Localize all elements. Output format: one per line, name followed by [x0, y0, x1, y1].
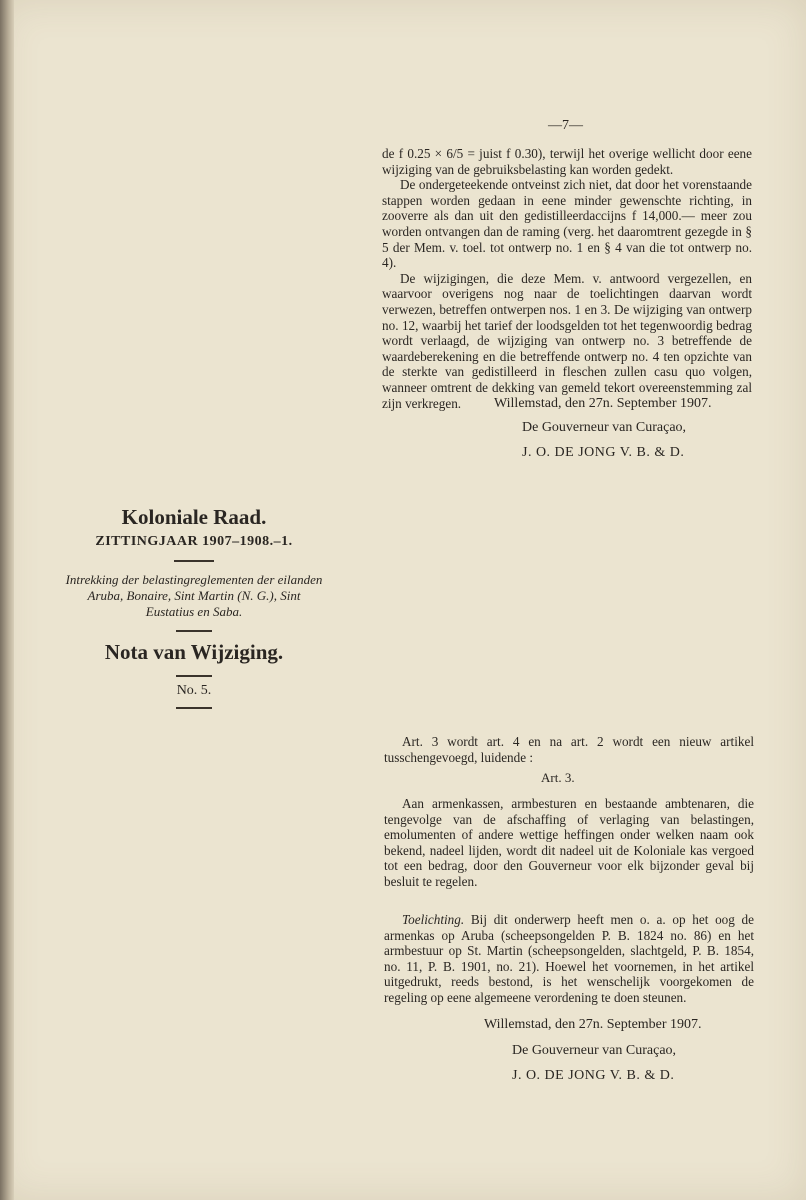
subject-text: Intrekking der belastingreglementen der eilanden Aruba, Bonaire, Sint Martin (N. G.), Sint Eustatius en Saba. — [65, 572, 323, 619]
top-date: Willemstad, den 27n. September 1907. — [494, 396, 712, 411]
page-binding-edge — [0, 0, 14, 1200]
doc-number: No. 5. — [176, 683, 212, 698]
top-text-block — [382, 146, 752, 411]
divider-1 — [174, 560, 214, 562]
amendment-signature: J. O. DE JONG V. B. & D. — [512, 1068, 675, 1083]
page-number: —7— — [548, 118, 583, 133]
amendment-governor-title: De Gouverneur van Curaçao, — [512, 1043, 677, 1058]
explanation-text: Bij dit onderwerp heeft men o. a. op het oog de armenkas op Aruba (scheepsongelden P. B. 1824 no. 86) en het armbestuur op St. Martin (scheepsongelden, slachtgeld, P. B. 1854, no. 11, P. B. 1901, no. 21). Hoewel het voornemen, in het artikel uitgedrukt, reeds bestond, is het wenschelijk voorgekomen de regeling op eene algemeene verordening te doen steunen. — [384, 912, 754, 1005]
explanation-label: Toelichting. — [402, 912, 465, 927]
top-governor-title: De Gouverneur van Curaçao, — [522, 420, 687, 435]
amendment-intro: Art. 3 wordt art. 4 en na art. 2 wordt een nieuw artikel tusschengevoegd, luidende : — [384, 734, 754, 765]
top-signature: J. O. DE JONG V. B. & D. — [522, 445, 685, 460]
top-paragraph-3: De wijzigingen, die deze Mem. v. antwoord vergezellen, en waarvoor overigens nog naar de toelichtingen daarvan wordt verwezen, betreffen ontwerpen nos. 1 en 3. De wijziging van ontwerp no. 12, waarbij het tarief der loodsgelden tot het tegenwoordig bedrag wordt verlaagd, de wijziging van ontwerp no. 3 betreffende de waardeberekening en die betreffende ontwerp no. 4 ten opzichte van de sterkte van gedistilleerd in fleschen zullen casu quo volgen, wanneer omtrent de dekking van gemeld tekort overeenstemming zal zijn verkregen. — [382, 270, 752, 411]
divider-4 — [176, 707, 212, 709]
article-label: Art. 3. — [541, 770, 575, 785]
left-heading — [60, 505, 328, 709]
explanation-block — [384, 912, 754, 1006]
top-paragraph-2: De ondergeteekende ontveinst zich niet, dat door het vorenstaande stappen worden gedaan in eene minder gewenschte richting, in zooverre als dan uit den gedistilleerdaccijns f 14,000.— meer zou worden ontvangen dan de raming (verg. het daaromtrent gezegde in § 5 der Mem. v. toel. tot ontwerp no. 1 en § 4 van die tot ontwerp no. 4). — [382, 177, 752, 271]
article-text: Aan armenkassen, armbesturen en bestaande ambtenaren, die tengevolge van de afschaffing of verlaging van belastingen, emolumenten of andere wettige heffingen onder welken naam ook bekend, nadeel lijden, wordt dit nadeel uit de Koloniale kas vergoed tot een bedrag, door den Gouverneur voor elk bijzonder geval bij besluit te regelen. — [384, 796, 754, 889]
top-paragraph-1: de f 0.25 × 6/5 = juist f 0.30), terwijl het overige wellicht door eene wijziging van de gebruiksbelasting kan worden gedekt. — [382, 146, 752, 177]
session-year: ZITTINGJAAR 1907–1908.–1. — [95, 534, 293, 549]
divider-3 — [176, 675, 212, 677]
amendment-date: Willemstad, den 27n. September 1907. — [484, 1017, 702, 1032]
council-title: Koloniale Raad. — [121, 505, 267, 529]
divider-2 — [176, 630, 212, 632]
doc-title: Nota van Wijziging. — [104, 640, 284, 664]
